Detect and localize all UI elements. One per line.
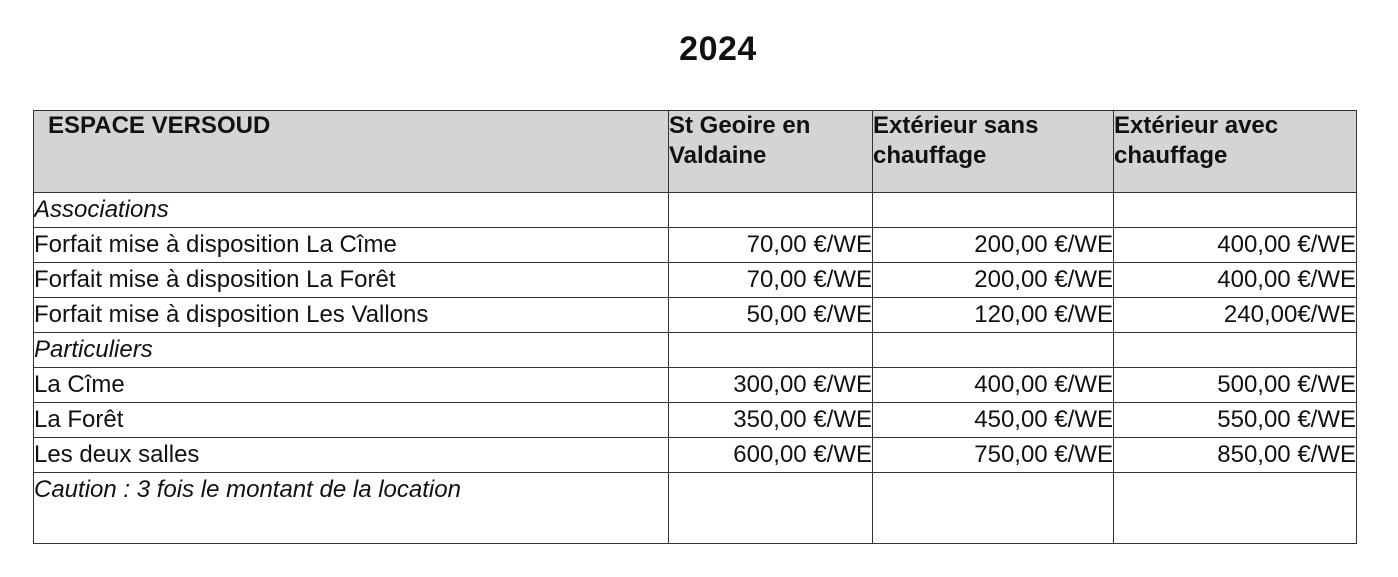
price-local: 350,00 €/WE <box>669 403 873 438</box>
page-title: 2024 <box>679 30 757 68</box>
table-row <box>34 368 1357 403</box>
caution-row <box>34 473 1357 544</box>
empty-cell <box>1114 473 1357 544</box>
price-external-heating: 240,00€/WE <box>1114 298 1357 333</box>
price-external-no-heating: 400,00 €/WE <box>873 368 1114 403</box>
header-external-heating: Extérieur avec chauffage <box>1114 111 1357 193</box>
empty-cell <box>873 473 1114 544</box>
header-external-no-heating: Extérieur sans chauffage <box>873 111 1114 193</box>
price-local: 70,00 €/WE <box>669 228 873 263</box>
price-external-no-heating: 200,00 €/WE <box>873 228 1114 263</box>
row-label: Forfait mise à disposition La Cîme <box>34 228 669 263</box>
table-row <box>34 263 1357 298</box>
table-row <box>34 298 1357 333</box>
empty-cell <box>873 333 1114 368</box>
price-external-no-heating: 450,00 €/WE <box>873 403 1114 438</box>
price-external-no-heating: 750,00 €/WE <box>873 438 1114 473</box>
table-row <box>34 228 1357 263</box>
row-label: Forfait mise à disposition Les Vallons <box>34 298 669 333</box>
price-external-no-heating: 200,00 €/WE <box>873 263 1114 298</box>
table-row <box>34 403 1357 438</box>
empty-cell <box>1114 193 1357 228</box>
table-row <box>34 438 1357 473</box>
empty-cell <box>669 473 873 544</box>
price-external-no-heating: 120,00 €/WE <box>873 298 1114 333</box>
price-local: 600,00 €/WE <box>669 438 873 473</box>
empty-cell <box>669 193 873 228</box>
row-label: Forfait mise à disposition La Forêt <box>34 263 669 298</box>
price-external-heating: 500,00 €/WE <box>1114 368 1357 403</box>
price-external-heating: 400,00 €/WE <box>1114 228 1357 263</box>
group-row <box>34 333 1357 368</box>
empty-cell <box>873 193 1114 228</box>
price-external-heating: 550,00 €/WE <box>1114 403 1357 438</box>
group-label-associations: Associations <box>34 193 669 228</box>
header-venue: ESPACE VERSOUD <box>34 111 669 193</box>
price-external-heating: 400,00 €/WE <box>1114 263 1357 298</box>
group-label-particuliers: Particuliers <box>34 333 669 368</box>
empty-cell <box>1114 333 1357 368</box>
price-local: 70,00 €/WE <box>669 263 873 298</box>
price-local: 50,00 €/WE <box>669 298 873 333</box>
group-row <box>34 193 1357 228</box>
header-row <box>34 111 1357 193</box>
empty-cell <box>669 333 873 368</box>
row-label: Les deux salles <box>34 438 669 473</box>
price-local: 300,00 €/WE <box>669 368 873 403</box>
pricing-table <box>33 110 1357 544</box>
price-external-heating: 850,00 €/WE <box>1114 438 1357 473</box>
row-label: La Forêt <box>34 403 669 438</box>
caution-note: Caution : 3 fois le montant de la location <box>34 473 669 544</box>
header-local-rate: St Geoire en Valdaine <box>669 111 873 193</box>
row-label: La Cîme <box>34 368 669 403</box>
